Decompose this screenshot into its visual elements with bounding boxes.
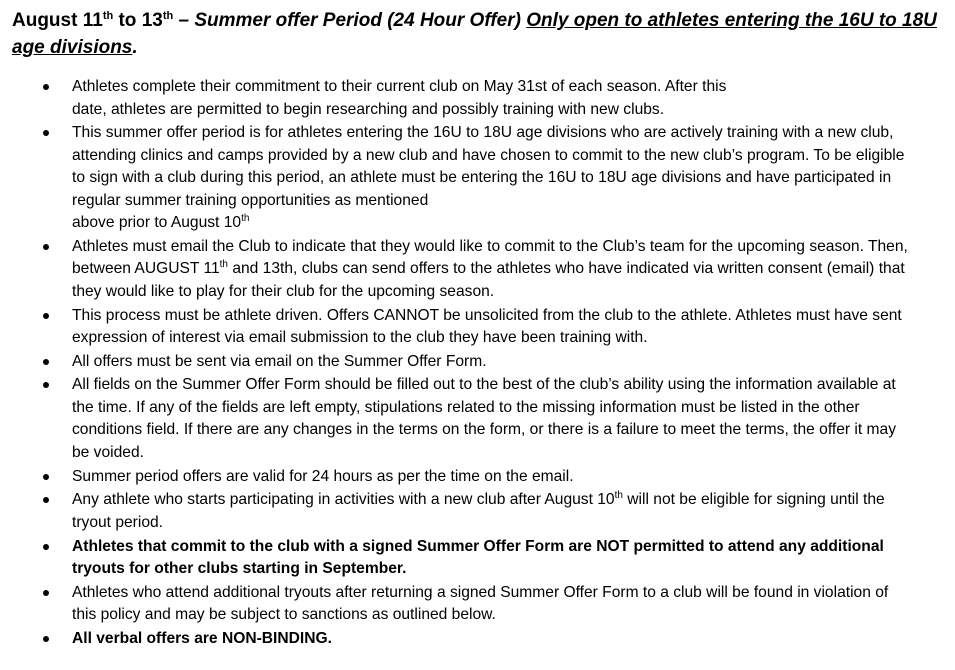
ordinal-suffix: th (241, 213, 250, 225)
bullet-item-no-additional-tryouts (0, 536, 955, 581)
heading-dash: – (173, 10, 195, 31)
heading-date-end: to 13 (113, 10, 163, 31)
bullet-text: above prior to August 10 (72, 214, 242, 232)
bullet-item-offer-period-eligibility (0, 122, 955, 235)
bullet-text: This process must be athlete driven. Offers CANNOT be unsolicited from the club to the athlete. Athletes must have sent expression of interest via email submission to the club they have been training with. (72, 306, 902, 347)
bullet-text: Athletes that commit to the club with a signed Summer Offer Form are NOT permitted to attend any additional tryouts for other clubs starting in September. (72, 537, 884, 577)
heading-period-title: Summer offer Period (24 Hour Offer) (194, 10, 521, 31)
bullet-text: will not be eligible for signing until the tryout period. (72, 491, 885, 531)
bullet-text: All fields on the Summer Offer Form should be filled out to the best of the club’s ability using the information available at the time. If any of the fields are left empty, stipulations related to the missing information must be listed in the other conditions field. If there are any changes in the terms on the form, or there is a failure to meet the terms, the offer it may be voided. (72, 376, 896, 461)
bullet-item-email-commitment (0, 236, 955, 304)
bullet-text: This summer offer period is for athletes entering the 16U to 18U age divisions who are actively training with a new club, attending clinics and camps provided by a new club and have chosen to commit to the new club’s program. To be eligible to sign with a club during this period, an athlete must be entering the 16U to 18U age divisions and have participated in regular summer training opportunities as mentioned (72, 124, 905, 209)
bullet-item-commitment-end (0, 76, 955, 121)
bullet-dot-icon (43, 382, 49, 388)
bullet-dot-icon (43, 313, 49, 319)
bullet-item-offer-validity (0, 466, 955, 489)
bullet-text: All verbal offers are NON-BINDING. (72, 629, 332, 647)
bullet-text: and 13th, clubs can send offers to the athletes who have indicated via written consent (email) that they would like to play for their club for the upcoming season. (72, 260, 905, 300)
bullet-item-form-fields (0, 374, 955, 464)
bullet-dot-icon (43, 84, 49, 90)
bullet-item-violation-sanctions (0, 582, 955, 627)
ordinal-suffix: th (219, 259, 228, 271)
ordinal-suffix: th (614, 490, 623, 502)
bullet-dot-icon (43, 544, 49, 550)
bullet-item-offer-form (0, 351, 955, 374)
bullet-item-late-participation (0, 489, 955, 534)
bullet-text: Summer period offers are valid for 24 hours as per the time on the email. (72, 467, 574, 485)
bullet-dot-icon (43, 359, 49, 365)
heading-date-end-suffix: th (162, 10, 174, 22)
bullet-dot-icon (43, 497, 49, 503)
section-heading (12, 7, 947, 61)
bullet-text: All offers must be sent via email on the Summer Offer Form. (72, 352, 487, 370)
heading-date-start-suffix: th (102, 10, 114, 22)
bullet-dot-icon (43, 474, 49, 480)
bullet-dot-icon (43, 636, 49, 642)
bullet-dot-icon (43, 590, 49, 596)
bullet-item-verbal-offers (0, 628, 955, 651)
heading-date-start: August 11 (12, 10, 103, 31)
bullet-item-athlete-driven (0, 305, 955, 350)
bullet-text: date, athletes are permitted to begin researching and possibly training with new clubs. (72, 100, 665, 118)
bullet-dot-icon (43, 130, 49, 136)
bullet-text: Athletes complete their commitment to their current club on May 31st of each season. After this (72, 78, 727, 95)
heading-eligibility: Only open to athletes entering the 16U to 18U age divisions (12, 10, 937, 58)
policy-bullet-list (0, 76, 955, 652)
bullet-text: Any athlete who starts participating in activities with a new club after August 10 (72, 491, 615, 509)
bullet-text: Athletes who attend additional tryouts after returning a signed Summer Offer Form to a club will be found in violation of this policy and may be subject to sanctions as outlined below. (72, 583, 889, 624)
bullet-dot-icon (43, 244, 49, 250)
heading-period: . (132, 37, 138, 58)
bullet-text: Athletes must email the Club to indicate that they would like to commit to the Club’s team for the upcoming season. Then, between AUGUST 11 (72, 237, 908, 278)
